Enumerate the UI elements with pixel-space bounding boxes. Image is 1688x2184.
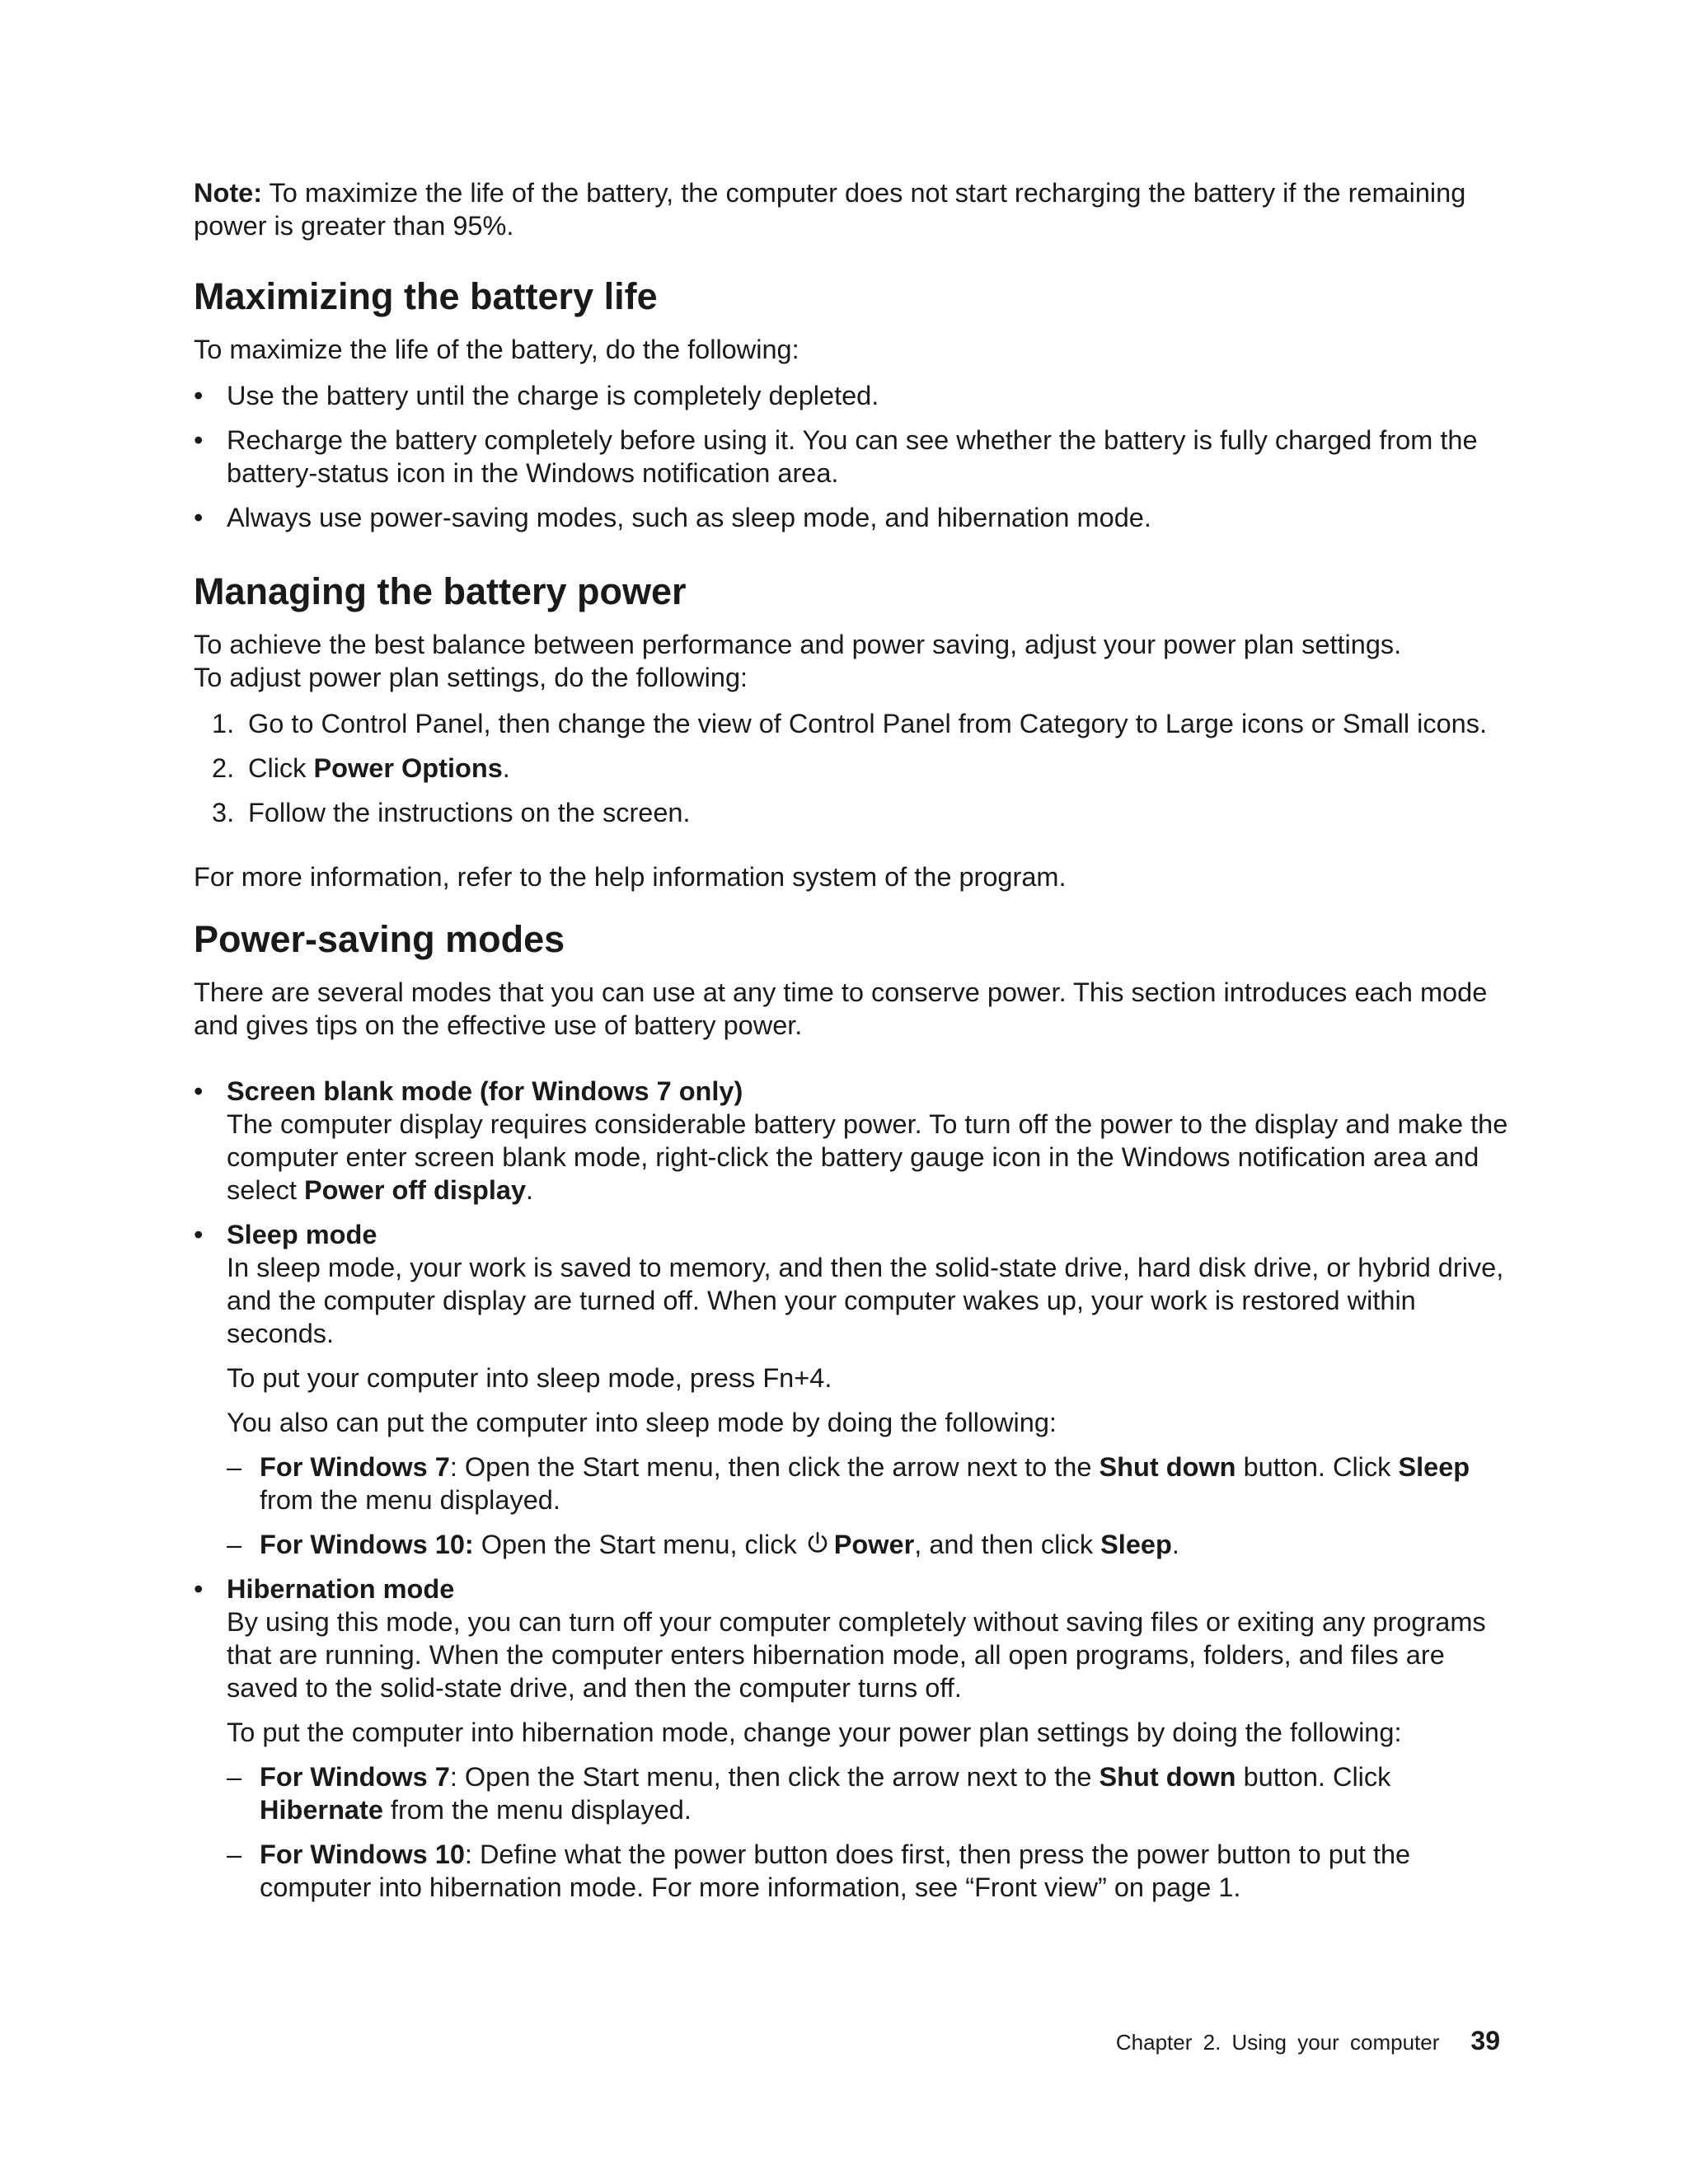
bullet-mark: • <box>194 1574 204 1604</box>
managing-intro-1: To achieve the best balance between performance and power saving, adjust your power plan settings. <box>194 630 1402 659</box>
note-label: Note: <box>194 178 263 208</box>
step-item <box>194 796 1512 829</box>
heading-managing-battery-power: Managing the battery power <box>194 570 687 612</box>
step-number: 1. <box>212 709 235 738</box>
os-text: : Define what the power button does first, then press the power button to put the computer into hibernation mode. For more information, see “Front view” on page 1. <box>260 1840 1411 1902</box>
power-term: Power <box>833 1530 915 1559</box>
mode-text: The computer display requires considerable battery power. To turn off the power to the display and make the computer enter screen blank mode, right-click the battery gauge icon in the Windows notification area and select <box>227 1109 1508 1205</box>
os-text: . <box>1171 1530 1179 1559</box>
heading-power-saving-modes: Power-saving modes <box>194 918 565 960</box>
step-item <box>194 752 1512 785</box>
page-footer <box>1116 2027 1500 2055</box>
power-off-display-term: Power off display <box>303 1175 527 1205</box>
mode-text-post: . <box>526 1175 534 1205</box>
list-item-text: Use the battery until the charge is completely depleted. <box>227 381 879 410</box>
list-item <box>194 501 1512 534</box>
maximizing-intro: To maximize the life of the battery, do the following: <box>194 335 799 364</box>
os-text: : Open the Start menu, then click the arrow next to the <box>449 1452 1100 1482</box>
os-item-win7 <box>227 1451 1512 1516</box>
page-content <box>194 176 1512 1915</box>
modes-list <box>194 1075 1512 1904</box>
dash-mark: – <box>227 1452 242 1482</box>
list-item-text: Recharge the battery completely before using it. You can see whether the battery is fully charged from the battery-status icon in the Windows notification area. <box>227 425 1478 488</box>
step-text-pre: Click <box>248 753 314 783</box>
mode-item-hibernation <box>194 1572 1512 1904</box>
page-number: 39 <box>1470 2026 1500 2055</box>
battery-note <box>194 176 1512 242</box>
os-text: button. Click <box>1236 1452 1399 1482</box>
os-item-win7 <box>227 1760 1512 1826</box>
os-item-win10 <box>227 1838 1512 1904</box>
mode-text: By using this mode, you can turn off your computer completely without saving files or exiting any programs that are running. When the computer enters hibernation mode, all open programs, folders, and files are saved to the solid-state drive, and then the computer turns off. <box>227 1607 1486 1703</box>
os-text: button. Click <box>1236 1762 1391 1792</box>
step-text: Go to Control Panel, then change the view of Control Panel from Category to Large icons or Small icons. <box>248 709 1488 738</box>
mode-title: Screen blank mode (for Windows 7 only) <box>227 1076 743 1106</box>
os-text: from the menu displayed. <box>260 1485 560 1515</box>
sleep-term: Sleep <box>1398 1452 1470 1482</box>
step-number: 2. <box>212 753 235 783</box>
os-label: For Windows 10: <box>260 1530 474 1559</box>
os-text: , and then click <box>914 1530 1101 1559</box>
bullet-mark: • <box>194 1076 204 1106</box>
sleep-term: Sleep <box>1100 1530 1172 1559</box>
bullet-mark: • <box>194 1220 204 1249</box>
list-item <box>194 379 1512 412</box>
hibernate-term: Hibernate <box>260 1795 383 1825</box>
os-label: For Windows 10 <box>260 1840 465 1869</box>
list-item-text: Always use power-saving modes, such as sleep mode, and hibernation mode. <box>227 503 1151 532</box>
sleep-also-text: You also can put the computer into sleep mode by doing the following: <box>227 1408 1057 1437</box>
dash-mark: – <box>227 1762 242 1792</box>
modes-intro: There are several modes that you can use at any time to conserve power. This section introduces each mode and gives tips on the effective use of battery power. <box>194 977 1488 1040</box>
os-text: from the menu displayed. <box>382 1795 692 1825</box>
maximizing-list <box>194 379 1512 534</box>
os-label: For Windows 7 <box>260 1762 450 1792</box>
chapter-title: Chapter 2. Using your computer <box>1115 2030 1440 2055</box>
dash-mark: – <box>227 1840 242 1869</box>
hibernation-howto-text: To put the computer into hibernation mode, change your power plan settings by doing the following: <box>227 1718 1402 1747</box>
bullet-mark: • <box>194 503 204 532</box>
bullet-mark: • <box>194 381 204 410</box>
step-text: Follow the instructions on the screen. <box>248 798 691 827</box>
os-label: For Windows 7 <box>260 1452 450 1482</box>
power-options-term: Power Options <box>313 753 503 783</box>
more-info-text: For more information, refer to the help information system of the program. <box>194 862 1067 892</box>
heading-maximizing-battery-life: Maximizing the battery life <box>194 275 658 317</box>
dash-mark: – <box>227 1530 242 1559</box>
managing-intro-2: To adjust power plan settings, do the following: <box>194 663 748 692</box>
os-text: : Open the Start menu, then click the arrow next to the <box>449 1762 1100 1792</box>
step-item <box>194 707 1512 740</box>
list-item <box>194 424 1512 490</box>
mode-title: Hibernation mode <box>227 1574 455 1604</box>
mode-title: Sleep mode <box>227 1220 377 1249</box>
os-item-win10 <box>227 1528 1512 1561</box>
shut-down-term: Shut down <box>1099 1452 1236 1482</box>
mode-item-sleep <box>194 1218 1512 1561</box>
note-text: To maximize the life of the battery, the computer does not start recharging the battery if the remaining power is greater than 95%. <box>194 178 1466 241</box>
bullet-mark: • <box>194 425 204 455</box>
mode-item-screen-blank <box>194 1075 1512 1207</box>
hibernation-os-list <box>227 1760 1512 1904</box>
step-text-post: . <box>502 753 510 783</box>
mode-text: In sleep mode, your work is saved to memory, and then the solid-state drive, hard disk drive, or hybrid drive, and the computer display are turned off. When your computer wakes up, your work is restored within seconds. <box>227 1253 1504 1348</box>
shut-down-term: Shut down <box>1099 1762 1236 1792</box>
power-plan-steps <box>194 707 1512 829</box>
power-icon <box>806 1530 829 1555</box>
sleep-os-list <box>227 1451 1512 1561</box>
step-number: 3. <box>212 798 235 827</box>
os-text: Open the Start menu, click <box>473 1530 804 1559</box>
sleep-shortcut-text: To put your computer into sleep mode, press Fn+4. <box>227 1363 832 1393</box>
